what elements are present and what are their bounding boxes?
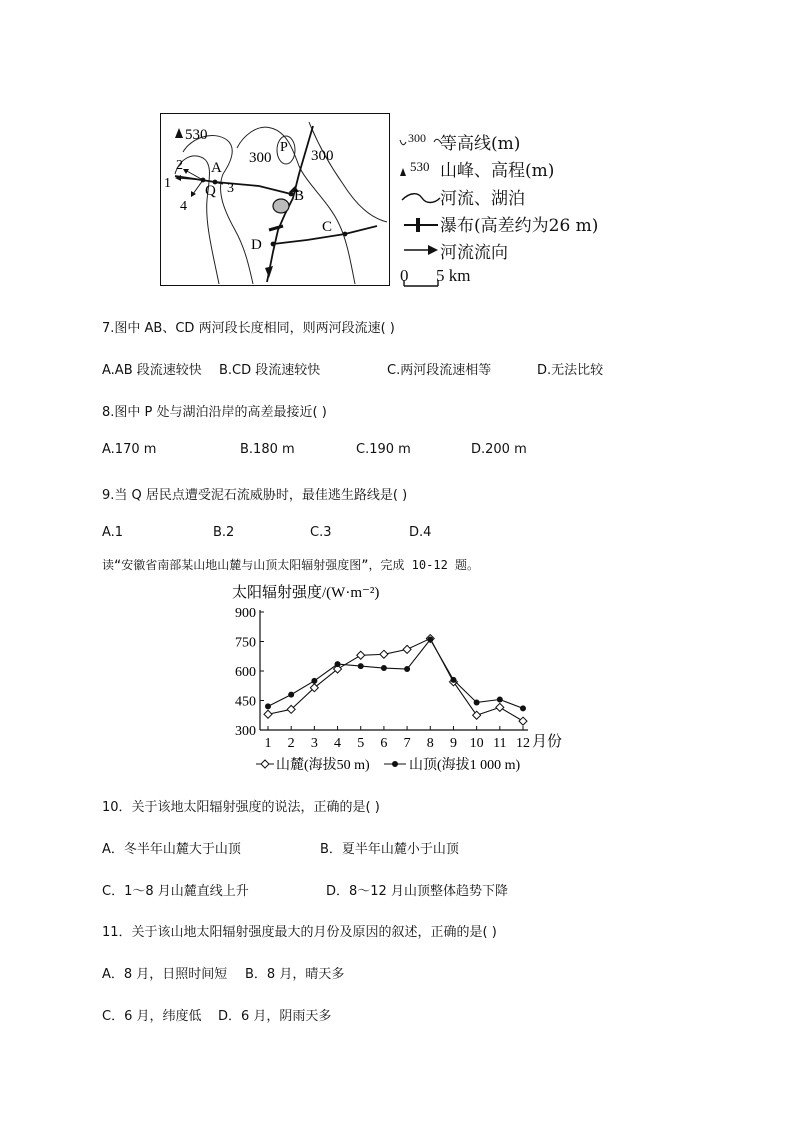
legend-contour-symbol-label: 300: [408, 131, 426, 145]
x-tick-label: 7: [403, 736, 411, 751]
x-tick-label: 10: [469, 736, 484, 751]
question-11: 11．关于该山地太阳辐射强度最大的月份及原因的叙述，正确的是( ): [102, 925, 497, 940]
x-tick-label: 11: [493, 736, 507, 751]
data-point-summit: [358, 663, 364, 669]
q9-option-d: D.4: [409, 525, 432, 540]
q11-option-a: A．8 月，日照时间短: [102, 967, 228, 982]
contour-300-label-b: 300: [311, 148, 334, 164]
legend-scale-value: 5 km: [436, 266, 471, 285]
q8-option-d: D.200 m: [471, 442, 527, 457]
q11-option-d: D．6 月，阴雨天多: [218, 1009, 332, 1024]
q10-option-d: D．8～12 月山顶整体趋势下降: [326, 884, 508, 899]
legend-river-text: 河流、湖泊: [440, 189, 525, 209]
legend-waterfall-text: 瀑布(高差约为26 m): [440, 216, 599, 236]
legend-foothill-label: 山麓(海拔50 m): [276, 758, 370, 773]
legend-summit-marker: [392, 761, 398, 767]
contour-symbol-icon: [400, 140, 406, 145]
legend-flow-text: 河流流向: [440, 243, 508, 263]
route-1-label: 1: [164, 176, 171, 191]
lake: [273, 199, 289, 213]
flow-arrow-icon: [428, 245, 438, 255]
b-label: B: [294, 188, 305, 204]
x-axis-label: 月份: [532, 734, 563, 750]
route-4: [193, 180, 203, 194]
y-tick-label: 900: [235, 606, 256, 621]
q8-option-c: C.190 m: [356, 442, 411, 457]
data-point-foothill: [519, 717, 527, 725]
data-point-foothill: [357, 651, 365, 659]
chart-title: 太阳辐射强度/(W·m⁻²): [232, 585, 380, 601]
data-point-foothill: [264, 710, 272, 718]
q8-option-b: B.180 m: [240, 442, 295, 457]
x-tick-label: 1: [264, 736, 272, 751]
data-point-summit: [427, 637, 433, 643]
flow-arrow: [265, 266, 273, 278]
data-point-summit: [450, 677, 456, 683]
y-tick-label: 750: [235, 635, 256, 651]
q7-option-c: C.两河段流速相等: [387, 363, 492, 378]
data-point-summit: [288, 692, 294, 698]
route-2-label: 2: [176, 158, 183, 173]
y-tick-label: 600: [235, 665, 256, 680]
solar-radiation-chart: [222, 580, 582, 778]
contour-line: [183, 136, 253, 284]
q9-option-c: C.3: [310, 525, 332, 540]
question-9: 9.当 Q 居民点遭受泥石流威胁时，最佳逃生路线是( ): [102, 488, 408, 503]
q11-option-c: C．6 月，纬度低: [102, 1009, 202, 1024]
waterfall-symbol: [269, 226, 283, 230]
point-d: [271, 242, 276, 247]
data-point-summit: [497, 697, 503, 703]
data-point-foothill: [380, 650, 388, 658]
x-tick-label: 4: [334, 736, 342, 751]
data-point-summit: [520, 705, 526, 711]
legend-summit-label: 山顶(海拔1 000 m): [409, 758, 521, 773]
series-line-1: [268, 639, 523, 722]
series-line-2: [268, 640, 523, 709]
reading-intro: 读“安徽省南部某山地山麓与山顶太阳辐射强度图”，完成 10-12 题。: [102, 558, 480, 572]
data-point-summit: [474, 699, 480, 705]
data-point-foothill: [496, 703, 504, 711]
peak-symbol-icon: [400, 168, 406, 176]
y-tick-label: 450: [235, 694, 256, 710]
q7-option-a: A.AB 段流速较快: [102, 363, 202, 378]
q11-option-b: B．8 月，晴天多: [245, 967, 345, 982]
c-label: C: [322, 219, 333, 235]
contour-300-label-a: 300: [249, 150, 272, 166]
q10-option-b: B．夏半年山麓小于山顶: [320, 842, 459, 857]
question-8: 8.图中 P 处与湖泊沿岸的高差最接近( ): [102, 405, 327, 420]
peak-elevation-label: 530: [185, 127, 208, 143]
q10-option-c: C．1～8 月山麓直线上升: [102, 884, 249, 899]
legend-peak-text: 山峰、高程(m): [440, 161, 555, 181]
question-10: 10．关于该地太阳辐射强度的说法，正确的是( ): [102, 800, 380, 815]
legend-scale-zero: 0: [400, 266, 409, 285]
contour-line: [309, 122, 387, 222]
x-tick-label: 2: [287, 736, 295, 751]
legend-contour-text: 等高线(m): [440, 134, 521, 154]
question-7: 7.图中 AB、CD 两河段长度相同，则两河段流速( ): [102, 321, 395, 336]
data-point-summit: [311, 678, 317, 684]
x-tick-label: 12: [516, 736, 530, 751]
legend-foothill-marker: [261, 760, 269, 768]
p-label: P: [280, 140, 288, 155]
q8-option-a: A.170 m: [102, 442, 157, 457]
q-label: Q: [205, 183, 216, 199]
data-point-summit: [265, 703, 271, 709]
a-label: A: [211, 160, 222, 176]
data-point-summit: [404, 666, 410, 672]
x-tick-label: 8: [426, 736, 434, 751]
data-point-foothill: [403, 645, 411, 653]
q9-option-b: B.2: [213, 525, 235, 540]
data-point-foothill: [473, 711, 481, 719]
data-point-summit: [381, 665, 387, 671]
data-point-summit: [335, 661, 341, 667]
x-tick-label: 6: [380, 736, 388, 751]
route-3-label: 3: [227, 181, 234, 196]
x-tick-label: 5: [357, 736, 365, 751]
q7-option-d: D.无法比较: [537, 363, 604, 378]
y-tick-label: 300: [235, 724, 256, 739]
point-b: [289, 192, 294, 197]
x-tick-label: 3: [310, 736, 318, 751]
river-symbol-icon: [402, 194, 440, 203]
point-c: [343, 232, 348, 237]
x-tick-label: 9: [449, 736, 457, 751]
q7-option-b: B.CD 段流速较快: [219, 363, 321, 378]
q9-option-a: A.1: [102, 525, 124, 540]
d-label: D: [251, 237, 262, 253]
q10-option-a: A．冬半年山麓大于山顶: [102, 842, 241, 857]
legend-peak-symbol-label: 530: [410, 159, 430, 174]
route-4-arrow: [191, 191, 196, 197]
peak-triangle: [175, 128, 183, 138]
map-drawing: [161, 114, 389, 285]
topographic-map: [160, 113, 390, 286]
route-4-label: 4: [180, 199, 187, 214]
